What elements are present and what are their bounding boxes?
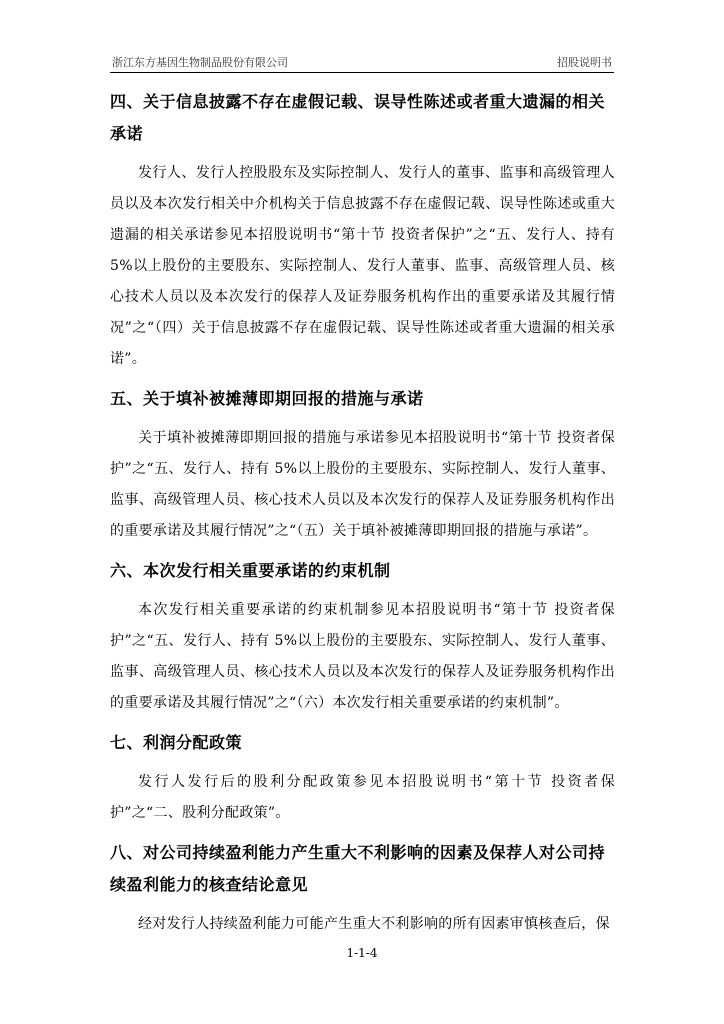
section-heading-6: 六、本次发行相关重要承诺的约束机制 (110, 561, 391, 580)
header-divider (110, 72, 614, 73)
section-body-7: 发行人发行后的股利分配政策参见本招股说明书“第十节 投资者保护”之“二、股利分配政策”。 (110, 774, 615, 821)
section-body-4: 发行人、发行人控股股东及实际控制人、发行人的董事、监事和高级管理人员以及本次发行相关中介机构关于信息披露不存在虚假记载、误导性陈述或重大遗漏的相关承诺参见本招股说明书“第十节 投资者保护”之“五、发行人、持有 5%以上股份的主要股东、实际控制人、发行人董事、监事、高级管理人员、核心技术人员以及本次发行的保荐人及证券服务机构作出的重要承诺及其履行情况”之“（四）关于信息披露不存在虚假记载、误导性陈述或者重大遗漏的相关承诺”。 (110, 165, 615, 367)
page-number: 1-1-4 (346, 946, 378, 960)
page-header (110, 52, 614, 70)
document-body (110, 86, 615, 940)
header-company-name: 浙江东方基因生物制品股份有限公司 (112, 56, 288, 69)
section-heading-5: 五、关于填补被摊薄即期回报的措施与承诺 (110, 389, 424, 408)
section-body-6: 本次发行相关重要承诺的约束机制参见本招股说明书“第十节 投资者保护”之“五、发行人、持有 5%以上股份的主要股东、实际控制人、发行人董事、监事、高级管理人员、核心技术人员以及本次发行的保荐人及证券服务机构作出的重要承诺及其履行情况”之“（六）本次发行相关重要承诺的约束机制”。 (110, 602, 615, 711)
header-document-type: 招股说明书 (557, 56, 612, 69)
section-heading-4: 四、关于信息披露不存在虚假记载、误导性陈述或者重大遗漏的相关承诺 (110, 92, 606, 143)
section-body-5: 关于填补被摊薄即期回报的措施与承诺参见本招股说明书“第十节 投资者保护”之“五、发行人、持有 5%以上股份的主要股东、实际控制人、发行人董事、监事、高级管理人员、核心技术人员以及本次发行的保荐人及证券服务机构作出的重要承诺及其履行情况”之“（五）关于填补被摊薄即期回报的措施与承诺”。 (110, 430, 615, 539)
section-body-8: 经对发行人持续盈利能力可能产生重大不利影响的所有因素审慎核查后，保 (138, 916, 610, 932)
section-heading-7: 七、利润分配政策 (110, 733, 243, 752)
section-heading-8: 八、对公司持续盈利能力产生重大不利影响的因素及保荐人对公司持续盈利能力的核查结论意见 (110, 843, 606, 894)
